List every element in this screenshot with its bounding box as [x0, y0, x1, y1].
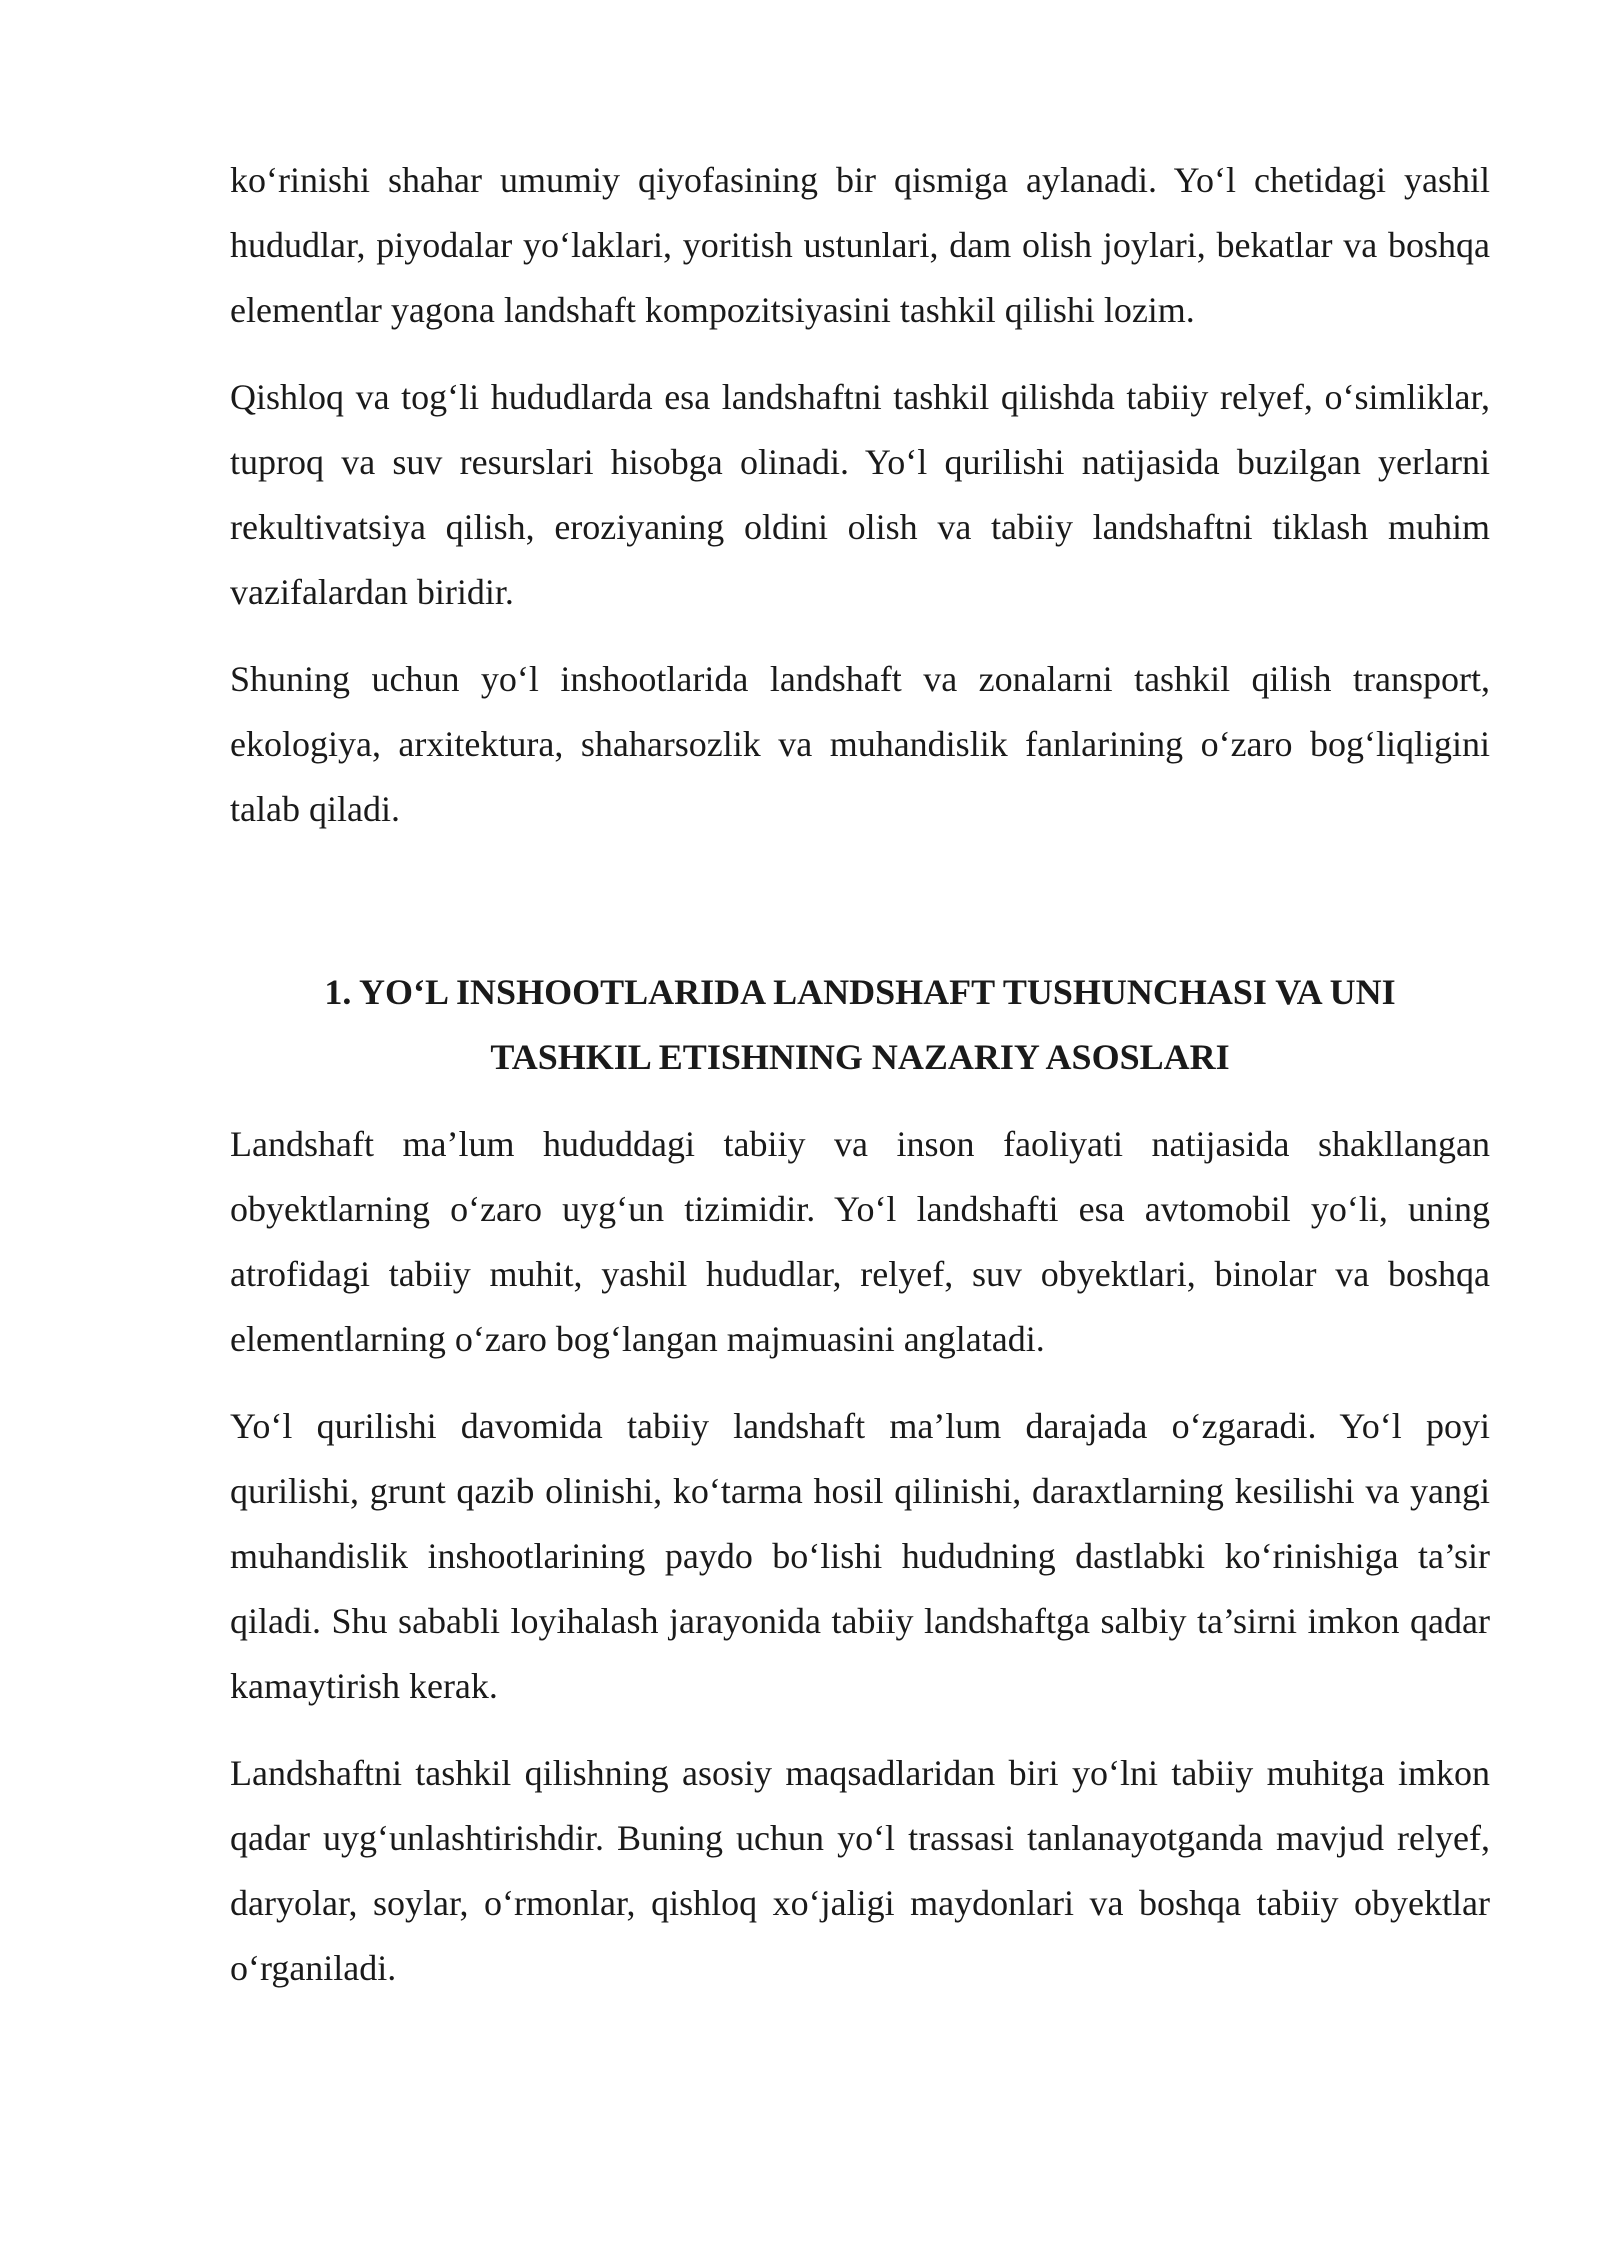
paragraph-construction-impact: Yo‘l qurilishi davomida tabiiy landshaft ma’lum darajada o‘zgaradi. Yo‘l poyi qurilishi, grunt qazib olinishi, ko‘tarma hosil qilinishi, daraxtlarning kesilishi va yangi muhandislik inshootlarining paydo bo‘lishi hududning dastlabki ko‘rinishiga ta’sir qiladi. Shu sababli loyihalash jarayonida tabiiy landshaftga salbiy ta’sirni imkon qadar kamaytirish kerak.: [230, 1406, 1490, 1706]
section-heading-line-1: 1. YO‘L INSHOOTLARIDA LANDSHAFT TUSHUNCHASI VA UNI: [324, 972, 1396, 1012]
section-heading: [230, 960, 1490, 1090]
document-body: [230, 148, 1490, 2023]
paragraph-landscape-goals: Landshaftni tashkil qilishning asosiy maqsadlaridan biri yo‘lni tabiiy muhitga imkon qadar uyg‘unlashtirishdir. Buning uchun yo‘l trassasi tanlanayotganda mavjud relyef, daryolar, soylar, o‘rmonlar, qishloq xo‘jaligi maydonlari va boshqa tabiiy obyektlar o‘rganiladi.: [230, 1753, 1490, 1988]
paragraph-intro-continued: ko‘rinishi shahar umumiy qiyofasining bir qismiga aylanadi. Yo‘l chetidagi yashil hududlar, piyodalar yo‘laklari, yoritish ustunlari, dam olish joylari, bekatlar va boshqa elementlar yagona landshaft kompozitsiyasini tashkil qilishi lozim.: [230, 160, 1490, 330]
paragraph-rural-landscape: Qishloq va tog‘li hududlarda esa landshaftni tashkil qilishda tabiiy relyef, o‘simliklar, tuproq va suv resurslari hisobga olinadi. Yo‘l qurilishi natijasida buzilgan yerlarni rekultivatsiya qilish, eroziyaning oldini olish va tabiiy landshaftni tiklash muhim vazifalardan biridir.: [230, 377, 1490, 612]
paragraph-landscape-definition: Landshaft ma’lum hududdagi tabiiy va inson faoliyati natijasida shakllangan obyektlarning o‘zaro uyg‘un tizimidir. Yo‘l landshafti esa avtomobil yo‘li, uning atrofidagi tabiiy muhit, yashil hududlar, relyef, suv obyektlari, binolar va boshqa elementlarning o‘zaro bog‘langan majmuasini anglatadi.: [230, 1124, 1490, 1359]
paragraph-interdisciplinary: Shuning uchun yo‘l inshootlarida landshaft va zonalarni tashkil qilish transport, ekologiya, arxitektura, shaharsozlik va muhandislik fanlarining o‘zaro bog‘liqligini talab qiladi.: [230, 659, 1490, 829]
section-heading-line-2: TASHKIL ETISHNING NAZARIY ASOSLARI: [490, 1037, 1230, 1077]
